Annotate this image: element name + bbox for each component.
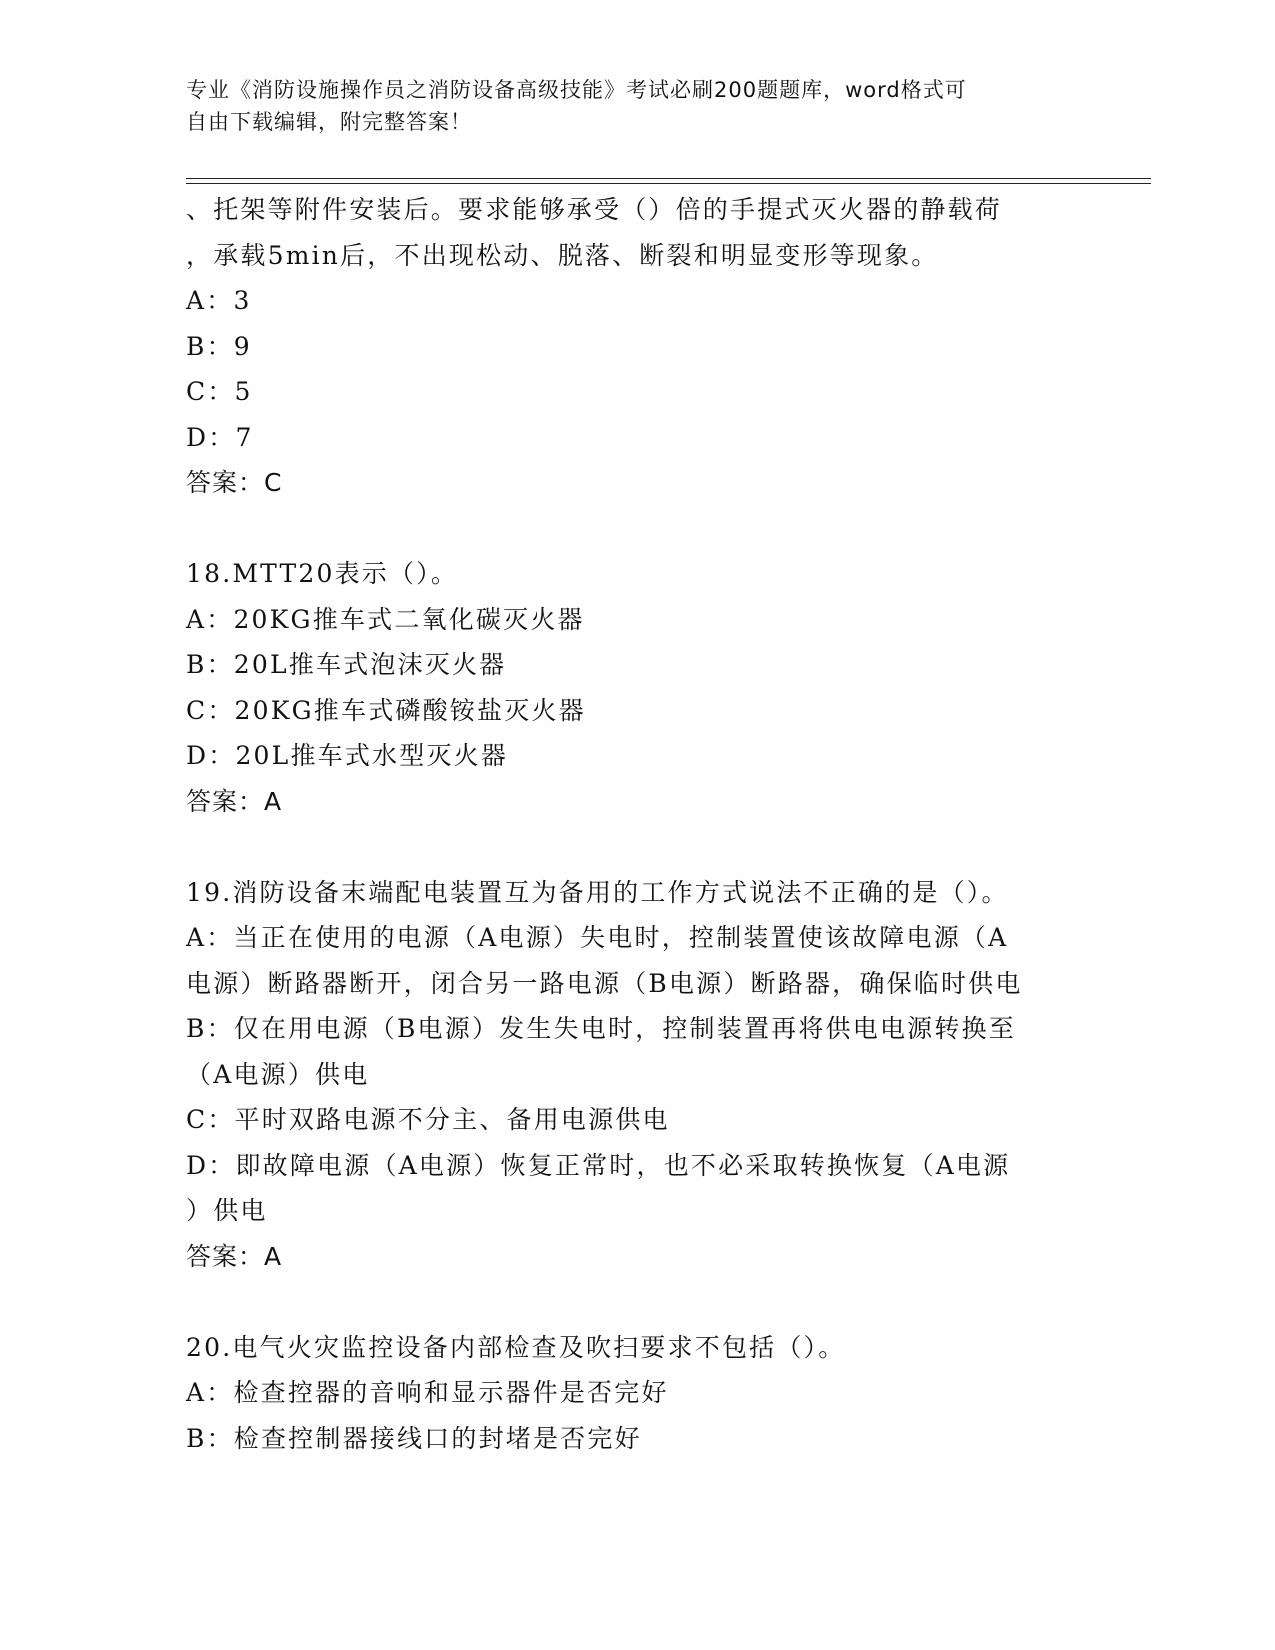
answer-key: 答案：C (186, 468, 283, 497)
option-b: B：仅在用电源（B电源）发生失电时，控制装置再将供电电源转换至 (186, 1014, 1016, 1043)
answer-key: 答案：A (186, 786, 283, 816)
document-header (186, 74, 1086, 138)
question-stem: 、托架等附件安装后。要求能够承受（）倍的手提式灭火器的静载荷 (186, 195, 1003, 224)
option-d: D：即故障电源（A电源）恢复正常时，也不必采取转换恢复（A电源 (186, 1150, 1011, 1180)
question-stem: 20.电气火灾监控设备内部检查及吹扫要求不包括（）。 (186, 1332, 846, 1362)
option-b: B：9 (186, 331, 252, 361)
question-17 (186, 187, 1086, 506)
option-a: A：20KG推车式二氧化碳灭火器 (186, 604, 585, 634)
question-list (186, 187, 1086, 1461)
option-b-continued: （A电源）供电 (186, 1059, 370, 1089)
answer-key: 答案：A (186, 1241, 283, 1271)
question-stem: ，承载5min后，不出现松动、脱落、断裂和明显变形等现象。 (186, 240, 939, 270)
option-b: B：检查控制器接线口的封堵是否完好 (186, 1423, 642, 1453)
header-line-1: 专业《消防设施操作员之消防设备高级技能》考试必刷200题题库，word格式可 (186, 78, 967, 102)
question-18 (186, 551, 1086, 824)
question-stem: 19.消防设备末端配电装置互为备用的工作方式说法不正确的是（）。 (186, 877, 1009, 907)
header-line-2: 自由下载编辑，附完整答案！ (186, 110, 472, 134)
option-a: A：3 (186, 286, 252, 315)
option-a-continued: 电源）断路器断开，闭合另一路电源（B电源）断路器，确保临时供电 (186, 968, 1023, 998)
header-divider-top (186, 178, 1151, 179)
option-c: C：20KG推车式磷酸铵盐灭火器 (186, 695, 586, 725)
option-d: D：20L推车式水型灭火器 (186, 741, 509, 770)
question-20 (186, 1325, 1086, 1462)
option-b: B：20L推车式泡沫灭火器 (186, 650, 507, 679)
question-19 (186, 870, 1086, 1280)
option-c: C：5 (186, 377, 253, 406)
spacer (186, 1279, 1086, 1325)
option-d: D：7 (186, 422, 254, 452)
option-a: A：检查控器的音响和显示器件是否完好 (186, 1378, 669, 1407)
spacer (186, 824, 1086, 870)
spacer (186, 506, 1086, 552)
question-stem: 18.MTT20表示（）。 (186, 559, 459, 588)
header-divider-bottom (186, 183, 1151, 184)
option-a: A：当正在使用的电源（A电源）失电时，控制装置使该故障电源（A (186, 923, 1009, 952)
option-c: C：平时双路电源不分主、备用电源供电 (186, 1105, 670, 1134)
option-d-continued: ）供电 (186, 1196, 268, 1225)
